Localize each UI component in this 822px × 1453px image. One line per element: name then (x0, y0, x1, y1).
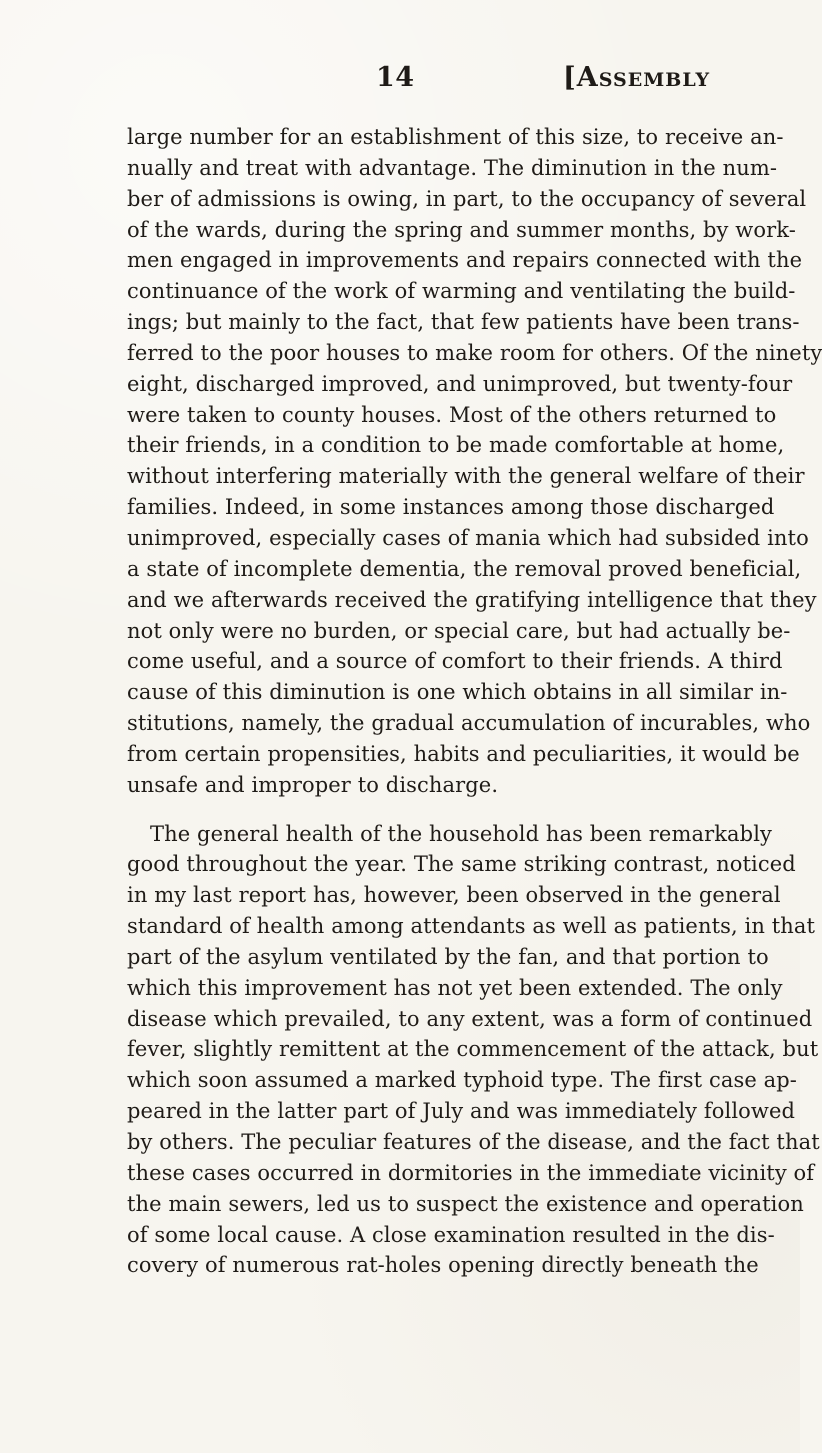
text-line: large number for an establishment of this size, to receive an- (127, 125, 784, 149)
text-line: continuance of the work of warming and ventilating the build- (127, 279, 796, 304)
text-line: stitutions, namely, the gradual accumulation of incurables, who (127, 711, 811, 736)
text-line: ferred to the poor houses to make room for others. Of the ninety (127, 340, 822, 365)
text-line: come useful, and a source of comfort to their friends. A third (127, 649, 783, 674)
text-line: ings; but mainly to the fact, that few patients have been trans- (127, 310, 800, 335)
page-header (0, 62, 800, 102)
text-line: were taken to county houses. Most of the others returned to (127, 402, 777, 427)
text-line: The general health of the household has been remarkably (150, 821, 772, 846)
text-line: which this improvement has not yet been extended. The only (127, 975, 783, 1000)
text-line: standard of health among attendants as well as patients, in that (127, 914, 816, 939)
text-line: fever, slightly remittent at the commencement of the attack, but (127, 1037, 819, 1062)
running-head: [Assembly (563, 62, 711, 93)
text-line: from certain propensities, habits and peculiarities, it would be (127, 741, 800, 766)
text-line: their friends, in a condition to be made comfortable at home, (127, 433, 785, 458)
text-line: eight, discharged improved, and unimproved, but twenty-four (127, 371, 793, 396)
text-line: by others. The peculiar features of the disease, and the fact that (127, 1130, 820, 1154)
page-number: 14 (376, 62, 415, 93)
text-line: part of the asylum ventilated by the fan, and that portion to (127, 944, 769, 969)
text-line: the main sewers, led us to suspect the existence and operation (127, 1191, 804, 1216)
text-line: unsafe and improper to discharge. (127, 772, 499, 797)
text-line: cause of this diminution is one which obtains in all similar in- (127, 680, 788, 705)
text-line: disease which prevailed, to any extent, was a form of continued (127, 1006, 813, 1031)
text-line: not only were no burden, or special care, but had actually be- (127, 618, 791, 643)
text-line: covery of numerous rat-holes opening directly beneath the (127, 1253, 759, 1278)
text-line: good throughout the year. The same striking contrast, noticed (127, 852, 796, 877)
text-line: of the wards, during the spring and summer months, by work- (127, 217, 796, 242)
text-line: in my last report has, however, been observed in the general (127, 883, 781, 908)
text-line: ber of admissions is owing, in part, to the occupancy of several (127, 186, 807, 211)
paragraph-spacing (127, 801, 737, 819)
text-line: peared in the latter part of July and was immediately followed (127, 1099, 796, 1124)
text-line: a state of incomplete dementia, the removal proved beneficial, (127, 556, 802, 581)
text-line: which soon assumed a marked typhoid type. The first case ap- (127, 1068, 797, 1093)
text-line: men engaged in improvements and repairs connected with the (127, 248, 803, 273)
document-body (127, 122, 822, 1281)
text-line: and we afterwards received the gratifying intelligence that they (127, 587, 817, 612)
text-line: nually and treat with advantage. The diminution in the num- (127, 155, 778, 180)
paragraph-continuation (127, 122, 822, 801)
text-line: families. Indeed, in some instances among those discharged (127, 495, 775, 520)
text-line: these cases occurred in dormitories in the immediate vicinity of (127, 1160, 815, 1185)
paragraph-health (127, 819, 820, 1282)
text-line: of some local cause. A close examination resulted in the dis- (127, 1222, 775, 1247)
text-line: unimproved, especially cases of mania which had subsided into (127, 525, 809, 550)
text-line: without interfering materially with the general welfare of their (127, 464, 805, 489)
